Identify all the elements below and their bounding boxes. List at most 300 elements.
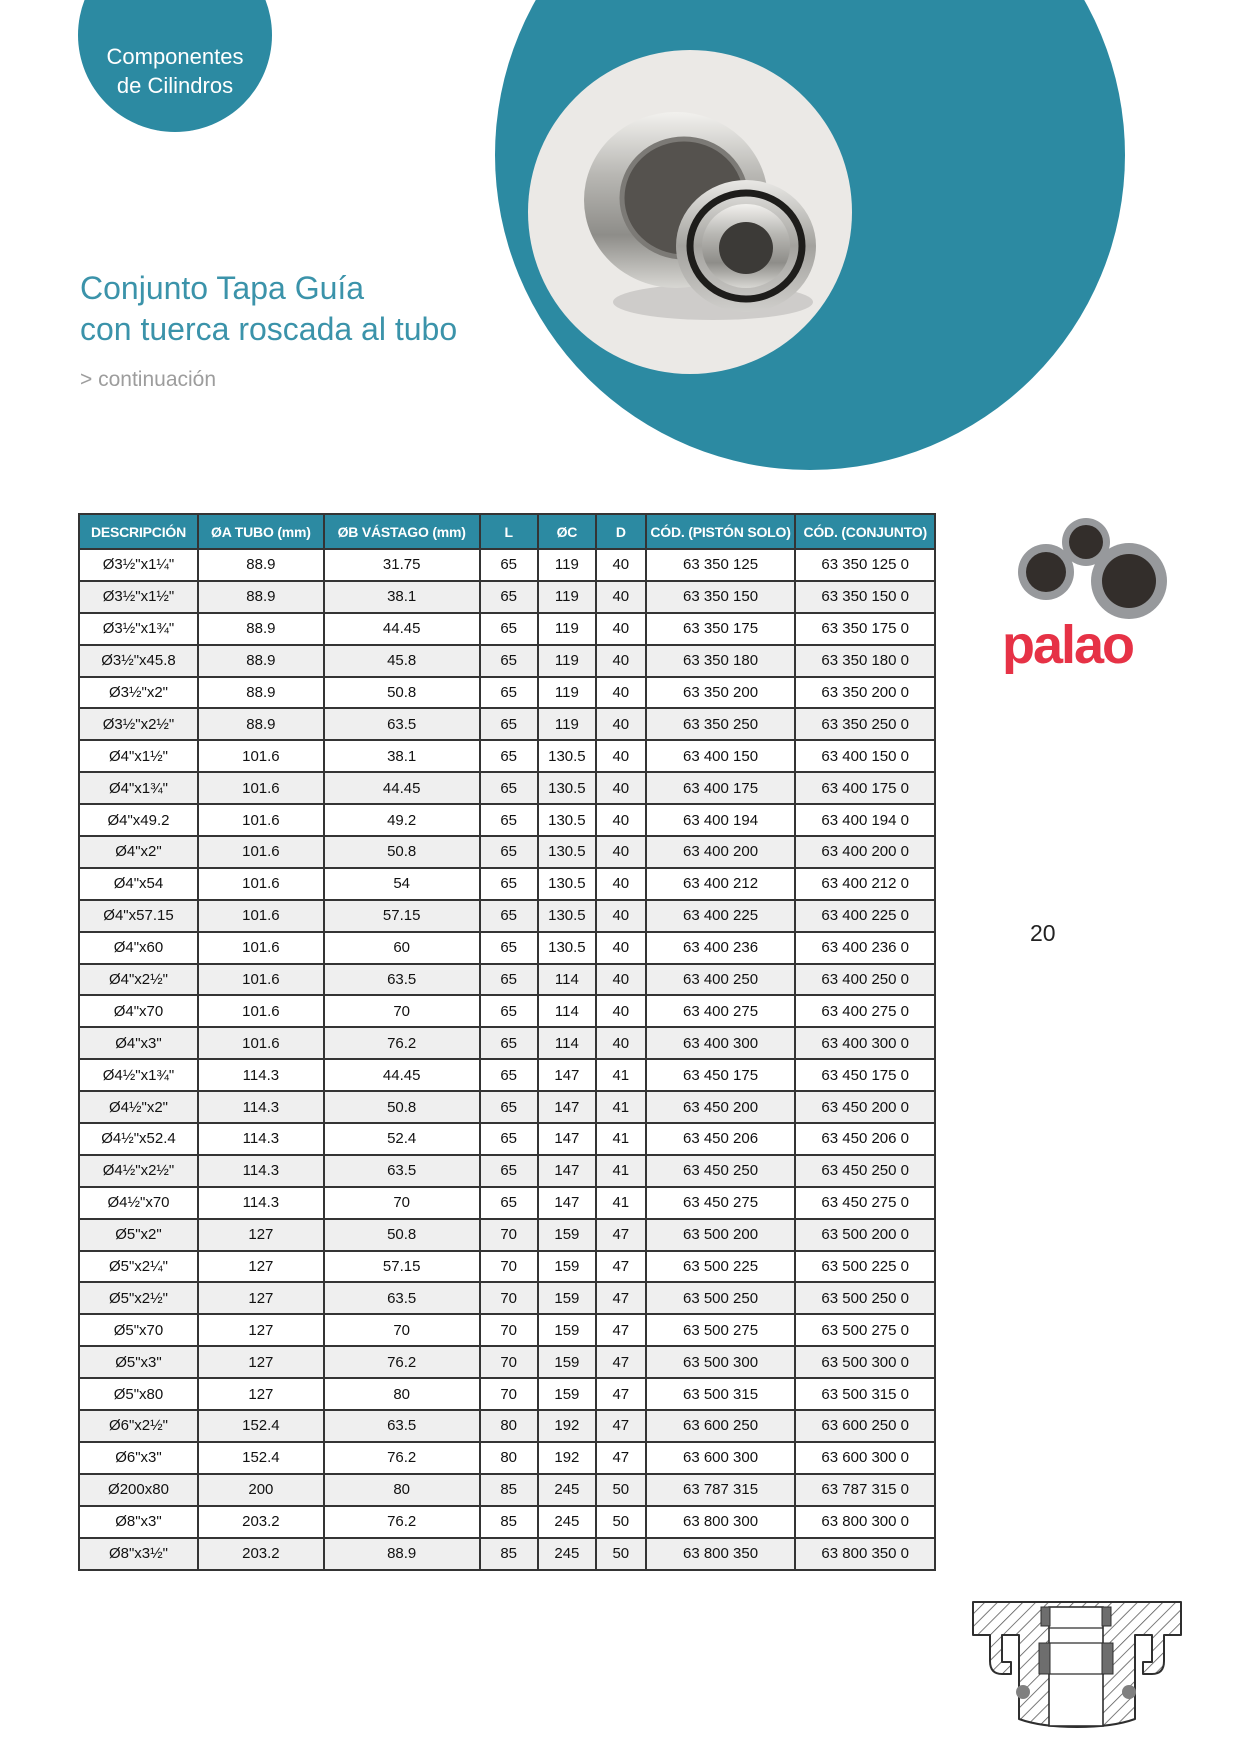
table-cell: 44.45 — [324, 1059, 480, 1091]
table-cell: 88.9 — [198, 677, 324, 709]
table-cell: 130.5 — [538, 932, 596, 964]
table-cell: Ø4"x3" — [79, 1027, 198, 1059]
table-cell: 47 — [596, 1442, 646, 1474]
table-cell: 101.6 — [198, 995, 324, 1027]
table-row — [79, 1506, 935, 1538]
table-row — [79, 1219, 935, 1251]
table-cell: 47 — [596, 1314, 646, 1346]
continuation-subtitle: > continuación — [80, 368, 217, 391]
table-cell: Ø200x80 — [79, 1474, 198, 1506]
table-cell: Ø3½"x2" — [79, 677, 198, 709]
table-row — [79, 1474, 935, 1506]
table-cell: 65 — [480, 900, 538, 932]
table-cell: 40 — [596, 677, 646, 709]
page-title-line1: Conjunto Tapa Guía — [80, 270, 365, 306]
table-cell: 76.2 — [324, 1027, 480, 1059]
table-cell: 38.1 — [324, 740, 480, 772]
column-header: D — [596, 514, 646, 549]
table-cell: 130.5 — [538, 804, 596, 836]
table-cell: 63 450 275 — [646, 1187, 796, 1219]
table-cell: 63 500 300 0 — [795, 1346, 935, 1378]
table-cell: 50 — [596, 1506, 646, 1538]
table-cell: Ø3½"x1¾" — [79, 613, 198, 645]
table-cell: 147 — [538, 1123, 596, 1155]
table-cell: 47 — [596, 1251, 646, 1283]
table-cell: 63 400 175 0 — [795, 772, 935, 804]
table-cell: 76.2 — [324, 1506, 480, 1538]
table-cell: 63 400 200 — [646, 836, 796, 868]
table-cell: 41 — [596, 1091, 646, 1123]
table-cell: 47 — [596, 1410, 646, 1442]
table-cell: 40 — [596, 740, 646, 772]
table-cell: 63 400 225 — [646, 900, 796, 932]
table-cell: 40 — [596, 868, 646, 900]
table-row — [79, 1410, 935, 1442]
table-cell: 203.2 — [198, 1506, 324, 1538]
table-cell: 41 — [596, 1155, 646, 1187]
table-cell: 65 — [480, 1155, 538, 1187]
table-cell: 44.45 — [324, 613, 480, 645]
table-cell: 63 400 212 — [646, 868, 796, 900]
table-cell: Ø5"x2½" — [79, 1282, 198, 1314]
table-cell: 114.3 — [198, 1091, 324, 1123]
table-cell: 65 — [480, 1059, 538, 1091]
table-cell: 63 350 200 0 — [795, 677, 935, 709]
table-row — [79, 868, 935, 900]
table-cell: 65 — [480, 836, 538, 868]
table-cell: 159 — [538, 1251, 596, 1283]
table-cell: 63 600 250 — [646, 1410, 796, 1442]
table-cell: 65 — [480, 613, 538, 645]
table-cell: 60 — [324, 932, 480, 964]
table-row — [79, 900, 935, 932]
table-cell: 63 350 125 — [646, 549, 796, 581]
table-row — [79, 932, 935, 964]
table-cell: 65 — [480, 1187, 538, 1219]
table-cell: 63 500 200 0 — [795, 1219, 935, 1251]
table-cell: 70 — [480, 1346, 538, 1378]
table-row — [79, 1282, 935, 1314]
table-cell: 70 — [324, 995, 480, 1027]
column-header: L — [480, 514, 538, 549]
table-cell: 76.2 — [324, 1346, 480, 1378]
column-header: ØA TUBO (mm) — [198, 514, 324, 549]
table-cell: Ø4½"x70 — [79, 1187, 198, 1219]
table-row — [79, 1187, 935, 1219]
table-cell: 41 — [596, 1187, 646, 1219]
table-cell: 159 — [538, 1346, 596, 1378]
table-cell: 63.5 — [324, 1282, 480, 1314]
table-cell: 41 — [596, 1059, 646, 1091]
table-cell: 88.9 — [198, 613, 324, 645]
table-cell: 114.3 — [198, 1155, 324, 1187]
table-cell: 40 — [596, 708, 646, 740]
table-cell: 101.6 — [198, 804, 324, 836]
table-cell: Ø4½"x52.4 — [79, 1123, 198, 1155]
table-cell: 70 — [480, 1378, 538, 1410]
table-cell: 65 — [480, 740, 538, 772]
table-cell: 80 — [480, 1410, 538, 1442]
table-cell: Ø3½"x2½" — [79, 708, 198, 740]
table-cell: 147 — [538, 1059, 596, 1091]
table-cell: 85 — [480, 1506, 538, 1538]
badge-line1: Componentes — [106, 44, 244, 69]
table-cell: 63 500 315 — [646, 1378, 796, 1410]
table-cell: 63 350 175 — [646, 613, 796, 645]
table-cell: 63 400 275 — [646, 995, 796, 1027]
table-cell: 65 — [480, 708, 538, 740]
table-cell: 65 — [480, 1091, 538, 1123]
table-cell: 70 — [480, 1282, 538, 1314]
table-cell: 119 — [538, 708, 596, 740]
table-cell: 119 — [538, 645, 596, 677]
table-cell: 127 — [198, 1282, 324, 1314]
table-cell: 63 350 150 0 — [795, 581, 935, 613]
table-cell: 63 500 250 — [646, 1282, 796, 1314]
table-cell: 40 — [596, 581, 646, 613]
table-cell: 101.6 — [198, 932, 324, 964]
table-cell: Ø6"x3" — [79, 1442, 198, 1474]
table-cell: 80 — [324, 1378, 480, 1410]
table-body — [79, 549, 935, 1570]
table-cell: 65 — [480, 932, 538, 964]
table-cell: 63 500 315 0 — [795, 1378, 935, 1410]
table-cell: 65 — [480, 804, 538, 836]
table-cell: 65 — [480, 964, 538, 996]
table-cell: 127 — [198, 1378, 324, 1410]
column-header: CÓD. (PISTÓN SOLO) — [646, 514, 796, 549]
table-cell: 52.4 — [324, 1123, 480, 1155]
table-cell: 159 — [538, 1282, 596, 1314]
table-cell: 70 — [324, 1314, 480, 1346]
table-row — [79, 995, 935, 1027]
table-row — [79, 1378, 935, 1410]
table-cell: 63 787 315 — [646, 1474, 796, 1506]
table-cell: Ø4"x2" — [79, 836, 198, 868]
table-row — [79, 772, 935, 804]
table-cell: 63.5 — [324, 1155, 480, 1187]
table-row — [79, 804, 935, 836]
table-cell: 40 — [596, 645, 646, 677]
table-cell: 63 400 236 0 — [795, 932, 935, 964]
table-cell: 63 450 250 — [646, 1155, 796, 1187]
table-cell: 159 — [538, 1314, 596, 1346]
table-cell: 101.6 — [198, 868, 324, 900]
table-row — [79, 645, 935, 677]
table-cell: 63 400 194 — [646, 804, 796, 836]
guide-cap-photo-illustration — [528, 50, 852, 374]
table-cell: 63 450 175 — [646, 1059, 796, 1091]
table-cell: 47 — [596, 1346, 646, 1378]
table-cell: 147 — [538, 1091, 596, 1123]
table-cell: 114.3 — [198, 1123, 324, 1155]
table-cell: 63 600 300 — [646, 1442, 796, 1474]
table-cell: 80 — [324, 1474, 480, 1506]
table-cell: Ø4"x1¾" — [79, 772, 198, 804]
table-row — [79, 1059, 935, 1091]
table-cell: 101.6 — [198, 1027, 324, 1059]
table-cell: 63 400 150 0 — [795, 740, 935, 772]
table-cell: 44.45 — [324, 772, 480, 804]
table-row — [79, 549, 935, 581]
table-cell: Ø5"x3" — [79, 1346, 198, 1378]
table-cell: 76.2 — [324, 1442, 480, 1474]
cross-section-drawing — [963, 1598, 1191, 1730]
table-cell: 88.9 — [198, 581, 324, 613]
table-cell: 65 — [480, 772, 538, 804]
table-cell: Ø6"x2½" — [79, 1410, 198, 1442]
table-cell: 63 450 200 — [646, 1091, 796, 1123]
table-cell: 63 400 275 0 — [795, 995, 935, 1027]
table-cell: 63 400 250 — [646, 964, 796, 996]
table-cell: 63 500 275 0 — [795, 1314, 935, 1346]
column-header: ØB VÁSTAGO (mm) — [324, 514, 480, 549]
table-cell: 63 350 250 — [646, 708, 796, 740]
table-cell: 192 — [538, 1410, 596, 1442]
table-cell: 63 350 250 0 — [795, 708, 935, 740]
table-row — [79, 613, 935, 645]
table-cell: 63 800 300 0 — [795, 1506, 935, 1538]
table-cell: 63 600 300 0 — [795, 1442, 935, 1474]
table-cell: 63 400 175 — [646, 772, 796, 804]
specifications-table — [78, 513, 936, 1571]
table-cell: 63 787 315 0 — [795, 1474, 935, 1506]
table-cell: 40 — [596, 836, 646, 868]
table-cell: 40 — [596, 932, 646, 964]
table-cell: 85 — [480, 1474, 538, 1506]
table-cell: 101.6 — [198, 772, 324, 804]
table-cell: 70 — [480, 1251, 538, 1283]
table-row — [79, 1314, 935, 1346]
table-cell: 63 400 300 — [646, 1027, 796, 1059]
table-cell: Ø4"x1½" — [79, 740, 198, 772]
table-cell: 130.5 — [538, 900, 596, 932]
table-cell: Ø4½"x1¾" — [79, 1059, 198, 1091]
table-cell: 63 350 175 0 — [795, 613, 935, 645]
table-row — [79, 1027, 935, 1059]
table-cell: 127 — [198, 1346, 324, 1378]
table-cell: 130.5 — [538, 740, 596, 772]
table-cell: 40 — [596, 549, 646, 581]
table-cell: Ø5"x2¼" — [79, 1251, 198, 1283]
table-cell: 101.6 — [198, 740, 324, 772]
table-row — [79, 1123, 935, 1155]
table-cell: 47 — [596, 1378, 646, 1410]
table-cell: 203.2 — [198, 1538, 324, 1570]
badge-line2: de Cilindros — [116, 73, 234, 98]
table-cell: 63 400 212 0 — [795, 868, 935, 900]
logo-circle-right-core-icon — [1102, 554, 1156, 608]
table-cell: 63 800 300 — [646, 1506, 796, 1538]
table-cell: 45.8 — [324, 645, 480, 677]
table-cell: 119 — [538, 613, 596, 645]
table-cell: 70 — [324, 1187, 480, 1219]
table-cell: 70 — [480, 1219, 538, 1251]
table-cell: 65 — [480, 645, 538, 677]
table-cell: 50.8 — [324, 1219, 480, 1251]
table-cell: 63 350 180 0 — [795, 645, 935, 677]
table-cell: Ø5"x2" — [79, 1219, 198, 1251]
table-cell: Ø3½"x1½" — [79, 581, 198, 613]
table-cell: Ø4"x49.2 — [79, 804, 198, 836]
table-cell: 65 — [480, 581, 538, 613]
table-cell: 159 — [538, 1378, 596, 1410]
table-cell: 119 — [538, 581, 596, 613]
table-cell: 40 — [596, 964, 646, 996]
column-header: CÓD. (CONJUNTO) — [795, 514, 935, 549]
table-cell: Ø4½"x2½" — [79, 1155, 198, 1187]
table-cell: 147 — [538, 1155, 596, 1187]
table-cell: 114.3 — [198, 1059, 324, 1091]
table-cell: 127 — [198, 1219, 324, 1251]
brand-logo-text: palao — [1002, 615, 1134, 675]
table-cell: Ø3½"x45.8 — [79, 645, 198, 677]
table-cell: 50 — [596, 1474, 646, 1506]
table-cell: 63 400 250 0 — [795, 964, 935, 996]
table-cell: 40 — [596, 613, 646, 645]
table-cell: 63 450 250 0 — [795, 1155, 935, 1187]
table-cell: 88.9 — [198, 549, 324, 581]
table-cell: 63 400 150 — [646, 740, 796, 772]
cross-section-svg — [963, 1598, 1191, 1730]
product-photo-guide-cap — [528, 50, 852, 374]
table-cell: Ø4"x57.15 — [79, 900, 198, 932]
table-cell: 50 — [596, 1538, 646, 1570]
table-cell: 40 — [596, 1027, 646, 1059]
table-cell: 50.8 — [324, 677, 480, 709]
table-cell: 63 500 275 — [646, 1314, 796, 1346]
table-row — [79, 964, 935, 996]
table-cell: 63 800 350 — [646, 1538, 796, 1570]
table-row — [79, 1091, 935, 1123]
table-cell: 65 — [480, 1123, 538, 1155]
table-row — [79, 1346, 935, 1378]
table-cell: 63.5 — [324, 964, 480, 996]
table-cell: 119 — [538, 677, 596, 709]
table-cell: 63 500 250 0 — [795, 1282, 935, 1314]
table-cell: 57.15 — [324, 1251, 480, 1283]
table-cell: 63 350 180 — [646, 645, 796, 677]
table-row — [79, 1155, 935, 1187]
table-cell: 200 — [198, 1474, 324, 1506]
table-header-row — [79, 514, 935, 549]
table-cell: 63 450 175 0 — [795, 1059, 935, 1091]
table-cell: 31.75 — [324, 549, 480, 581]
table-cell: 130.5 — [538, 868, 596, 900]
table-cell: 114 — [538, 964, 596, 996]
table-row — [79, 1442, 935, 1474]
table-cell: 245 — [538, 1506, 596, 1538]
table-cell: 63 450 275 0 — [795, 1187, 935, 1219]
table-cell: 63 400 236 — [646, 932, 796, 964]
table-cell: 63 350 200 — [646, 677, 796, 709]
table-row — [79, 1251, 935, 1283]
page-number: 20 — [1030, 920, 1056, 946]
table-cell: 47 — [596, 1219, 646, 1251]
table-row — [79, 581, 935, 613]
column-header: DESCRIPCIÓN — [79, 514, 198, 549]
table-row — [79, 708, 935, 740]
table-cell: 101.6 — [198, 964, 324, 996]
table-cell: 101.6 — [198, 836, 324, 868]
table-cell: 63.5 — [324, 1410, 480, 1442]
table-cell: 245 — [538, 1538, 596, 1570]
table-cell: 50.8 — [324, 1091, 480, 1123]
table-cell: 127 — [198, 1314, 324, 1346]
table-cell: 41 — [596, 1123, 646, 1155]
table-cell: 63 800 350 0 — [795, 1538, 935, 1570]
table-cell: Ø5"x80 — [79, 1378, 198, 1410]
table-row — [79, 677, 935, 709]
table-cell: 65 — [480, 868, 538, 900]
table-cell: 54 — [324, 868, 480, 900]
table-cell: Ø8"x3½" — [79, 1538, 198, 1570]
table-cell: 47 — [596, 1282, 646, 1314]
table-cell: 63 450 206 0 — [795, 1123, 935, 1155]
table-cell: 147 — [538, 1187, 596, 1219]
table-row — [79, 836, 935, 868]
table-row — [79, 740, 935, 772]
table-cell: 159 — [538, 1219, 596, 1251]
table-cell: 114.3 — [198, 1187, 324, 1219]
table-cell: Ø4"x2½" — [79, 964, 198, 996]
table-cell: 63.5 — [324, 708, 480, 740]
table-cell: 63 400 200 0 — [795, 836, 935, 868]
page-title — [80, 268, 457, 350]
table-cell: 101.6 — [198, 900, 324, 932]
table-cell: 152.4 — [198, 1410, 324, 1442]
table-cell: 63 500 225 — [646, 1251, 796, 1283]
table-cell: 127 — [198, 1251, 324, 1283]
table-cell: 80 — [480, 1442, 538, 1474]
table-cell: 63 350 150 — [646, 581, 796, 613]
table-cell: 63 450 206 — [646, 1123, 796, 1155]
table-cell: 130.5 — [538, 836, 596, 868]
table-cell: Ø8"x3" — [79, 1506, 198, 1538]
table-cell: 65 — [480, 677, 538, 709]
table-cell: 40 — [596, 804, 646, 836]
table-cell: 88.9 — [198, 645, 324, 677]
table-cell: 85 — [480, 1538, 538, 1570]
table-cell: 63 500 300 — [646, 1346, 796, 1378]
logo-circle-top-core-icon — [1069, 525, 1103, 559]
table-cell: Ø4"x70 — [79, 995, 198, 1027]
table-cell: Ø4"x54 — [79, 868, 198, 900]
table-cell: 114 — [538, 995, 596, 1027]
table-cell: 63 400 225 0 — [795, 900, 935, 932]
table-cell: 63 450 200 0 — [795, 1091, 935, 1123]
table-cell: Ø5"x70 — [79, 1314, 198, 1346]
table-cell: 63 400 300 0 — [795, 1027, 935, 1059]
half-circle-badge — [78, 0, 272, 132]
table-cell: 65 — [480, 549, 538, 581]
table-cell: 130.5 — [538, 772, 596, 804]
table-cell: 63 600 250 0 — [795, 1410, 935, 1442]
table-cell: 152.4 — [198, 1442, 324, 1474]
table-cell: 88.9 — [198, 708, 324, 740]
table-cell: 63 350 125 0 — [795, 549, 935, 581]
page-title-line2: con tuerca roscada al tubo — [80, 311, 458, 347]
table-cell: 119 — [538, 549, 596, 581]
table-cell: 40 — [596, 995, 646, 1027]
table-cell: 63 500 200 — [646, 1219, 796, 1251]
column-header: ØC — [538, 514, 596, 549]
table-cell: 65 — [480, 1027, 538, 1059]
table-cell: 50.8 — [324, 836, 480, 868]
badge-text — [78, 42, 272, 100]
table-cell: 192 — [538, 1442, 596, 1474]
table-cell: 63 500 225 0 — [795, 1251, 935, 1283]
